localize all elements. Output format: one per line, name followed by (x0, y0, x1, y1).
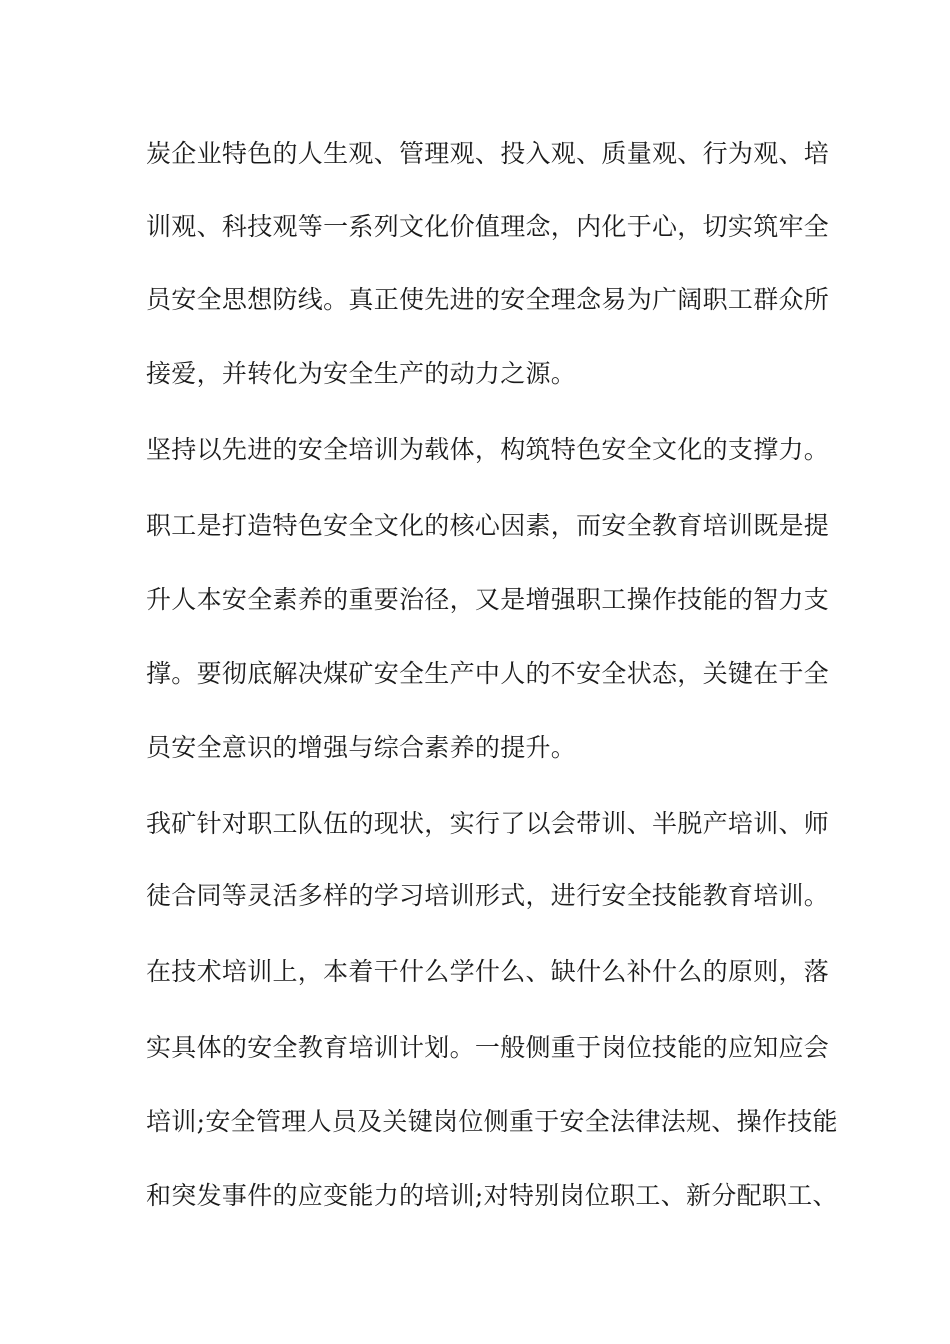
text-line: 我矿针对职工队伍的现状，实行了以会带训、半脱产培训、师 (146, 809, 830, 838)
text-line: 员安全意识的增强与综合素养的提升。 (146, 733, 577, 762)
text-line: 职工是打造特色安全文化的核心因素，而安全教育培训既是提 (146, 511, 830, 540)
text-line: 员安全思想防线。真正使先进的安全理念易为广阔职工群众所 (146, 285, 830, 314)
text-line: 炭企业特色的人生观、管理观、投入观、质量观、行为观、培 (146, 139, 830, 168)
text-line: 坚持以先进的安全培训为载体，构筑特色安全文化的支撑力。 (146, 435, 830, 464)
text-line: 升人本安全素养的重要治径，又是增强职工操作技能的智力支 (146, 585, 830, 614)
text-line: 实具体的安全教育培训计划。一般侧重于岗位技能的应知应会 (146, 1033, 830, 1062)
text-line: 和突发事件的应变能力的培训;对特别岗位职工、新分配职工、 (146, 1181, 838, 1210)
text-line: 撑。要彻底解决煤矿安全生产中人的不安全状态，关键在于全 (146, 659, 830, 688)
text-line: 徒合同等灵活多样的学习培训形式，进行安全技能教育培训。 (146, 881, 830, 910)
text-line: 培训;安全管理人员及关键岗位侧重于安全法律法规、操作技能 (146, 1107, 838, 1136)
text-line: 接爱，并转化为安全生产的动力之源。 (146, 359, 577, 388)
text-line: 训观、科技观等一系列文化价值理念，内化于心，切实筑牢全 (146, 212, 830, 241)
text-line: 在技术培训上，本着干什么学什么、缺什么补什么的原则，落 (146, 957, 830, 986)
